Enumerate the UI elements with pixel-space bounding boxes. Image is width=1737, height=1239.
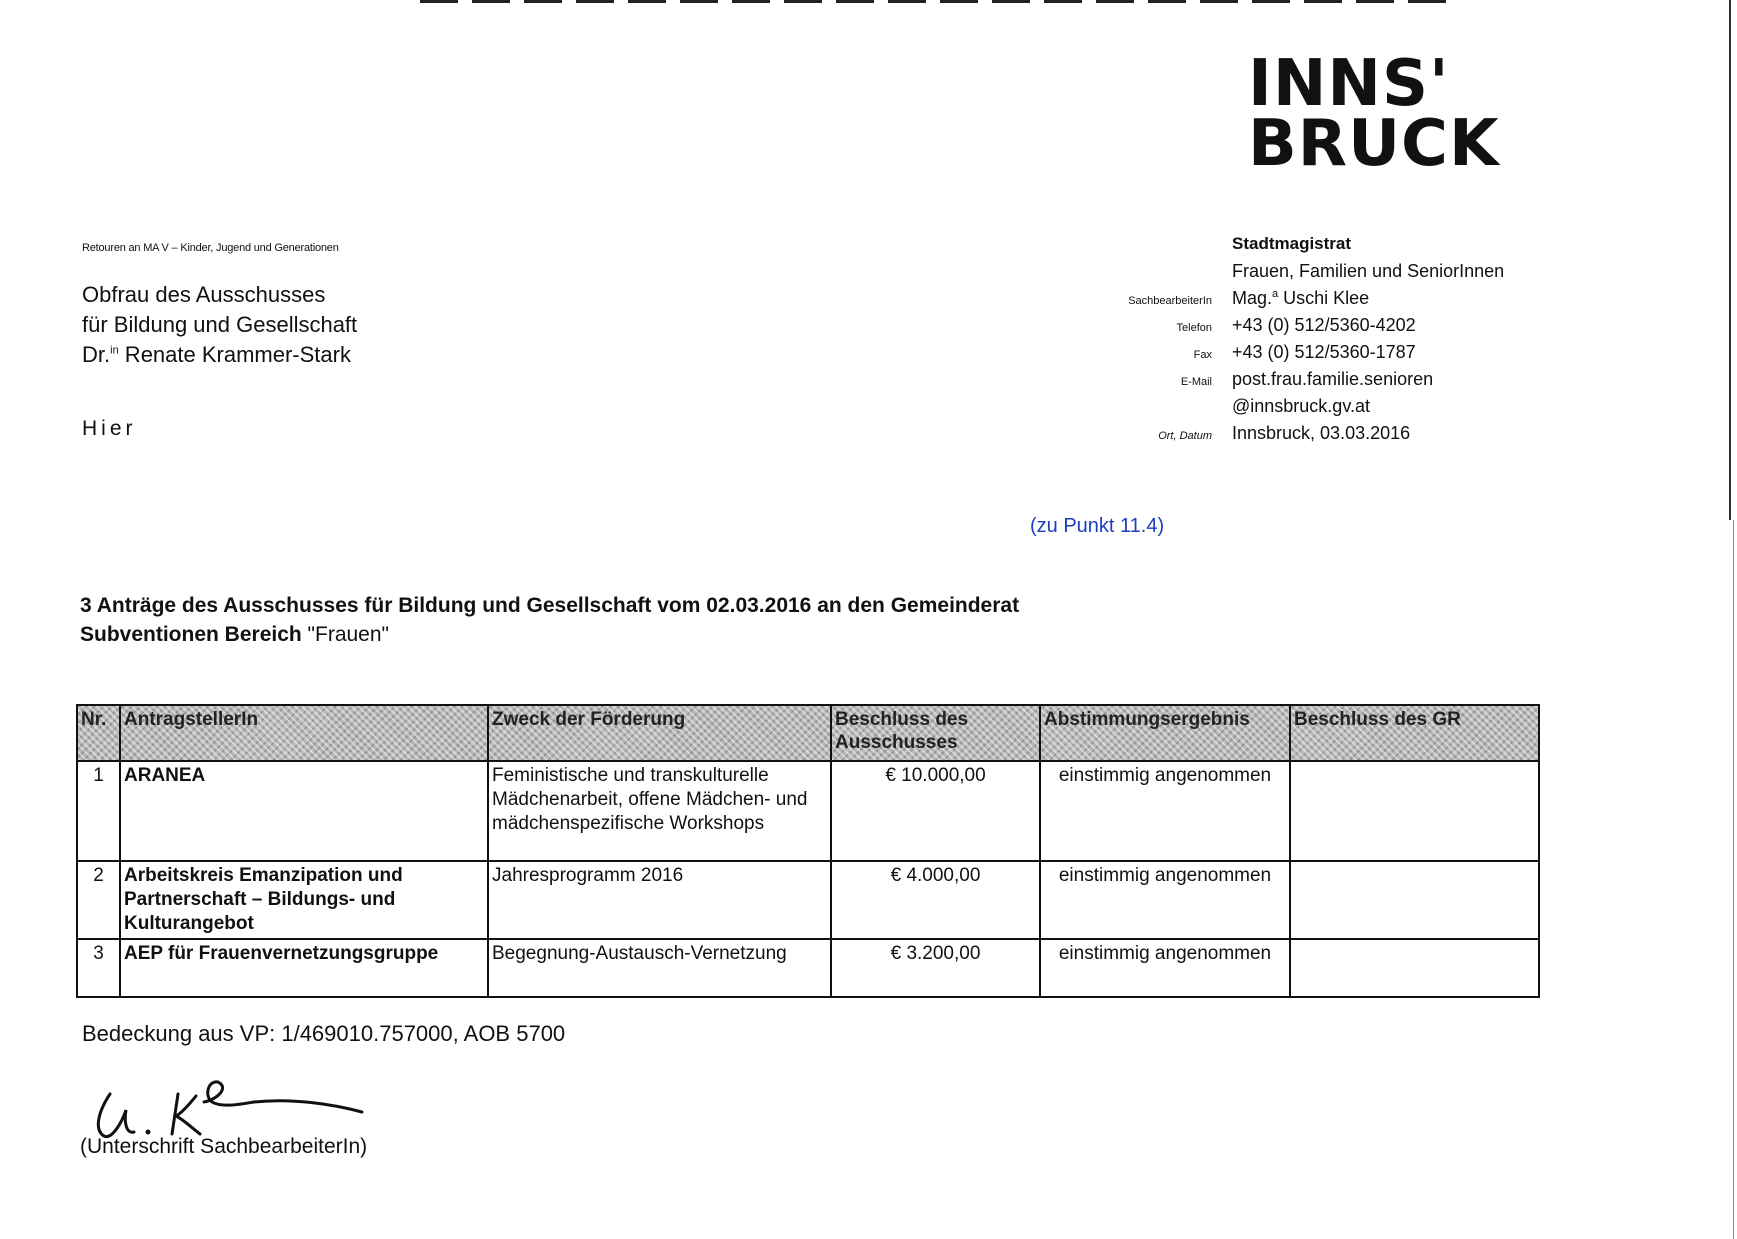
clerk-title-sup: a xyxy=(1272,288,1279,300)
document-heading xyxy=(80,591,1019,649)
table-row xyxy=(77,939,1539,997)
clerk-value xyxy=(1232,288,1369,309)
recipient-title-sup: in xyxy=(110,344,119,357)
header-council-decision: Beschluss des GR xyxy=(1290,705,1539,761)
cell-nr: 2 xyxy=(77,861,120,939)
cell-nr: 3 xyxy=(77,939,120,997)
email-value-line-2: @innsbruck.gv.at xyxy=(1232,396,1370,416)
return-address: Retouren an MA V – Kinder, Jugend und Generationen xyxy=(82,242,339,254)
header-committee-decision: Beschluss des Ausschusses xyxy=(831,705,1040,761)
cell-amount: € 4.000,00 xyxy=(831,861,1040,939)
scan-right-edge xyxy=(1729,0,1731,520)
cell-result: einstimmig angenommen xyxy=(1040,761,1290,861)
header-applicant: AntragstellerIn xyxy=(120,705,488,761)
header-nr: Nr. xyxy=(77,705,120,761)
heading-line-1: 3 Anträge des Ausschusses für Bildung und Gesellschaft vom 02.03.2016 an den Gemeinderat xyxy=(80,594,1020,617)
recipient-line-1: Obfrau des Ausschusses xyxy=(82,282,326,307)
signature-caption: (Unterschrift SachbearbeiterIn) xyxy=(80,1135,368,1158)
innsbruck-logo xyxy=(1248,47,1500,181)
sender-phone-row xyxy=(1010,315,1570,342)
phone-value: +43 (0) 512/5360-4202 xyxy=(1232,315,1416,335)
clerk-title: Mag. xyxy=(1232,288,1273,308)
cell-council-decision xyxy=(1290,939,1539,997)
cell-amount: € 10.000,00 xyxy=(831,761,1040,861)
agenda-reference: (zu Punkt 11.4) xyxy=(1030,515,1165,537)
cell-amount: € 3.200,00 xyxy=(831,939,1040,997)
fax-value: +43 (0) 512/5360-1787 xyxy=(1232,342,1416,362)
budget-coverage: Bedeckung aus VP: 1/469010.757000, AOB 5700 xyxy=(82,1021,566,1046)
email-label: E-Mail xyxy=(1180,376,1212,388)
recipient-name: Renate Krammer-Stark xyxy=(118,342,351,367)
cell-applicant: ARANEA xyxy=(120,761,488,861)
logo-line-1: INNS' xyxy=(1248,47,1450,121)
heading-line-2 xyxy=(80,620,1019,649)
sender-department-row xyxy=(1010,261,1570,288)
logo-line-2: BRUCK xyxy=(1248,107,1500,181)
sender-fax-row xyxy=(1010,342,1570,369)
cell-purpose: Begegnung-Austausch-Vernetzung xyxy=(488,939,831,997)
sender-email-row xyxy=(1010,369,1570,396)
scan-right-edge-lower xyxy=(1733,520,1734,1239)
cell-applicant: Arbeitskreis Emanzipation und Partnerschaft – Bildungs- und Kulturangebot xyxy=(120,861,488,939)
sender-block xyxy=(1010,234,1570,450)
sender-office-row xyxy=(1010,234,1570,261)
recipient-title: Dr. xyxy=(82,342,111,367)
table-row xyxy=(77,861,1539,939)
scan-top-edge xyxy=(420,0,1460,3)
date-label: Ort, Datum xyxy=(1158,430,1212,442)
heading-subsidy-label: Subventionen Bereich xyxy=(80,623,302,646)
clerk-label: SachbearbeiterIn xyxy=(1128,295,1212,307)
cell-result: einstimmig angenommen xyxy=(1040,861,1290,939)
phone-label: Telefon xyxy=(1176,322,1212,334)
sender-clerk-row xyxy=(1010,288,1570,315)
sender-office: Stadtmagistrat xyxy=(1232,234,1352,253)
cell-council-decision xyxy=(1290,761,1539,861)
recipient-line-2: für Bildung und Gesellschaft xyxy=(82,312,358,337)
sender-date-row xyxy=(1010,423,1570,450)
cell-nr: 1 xyxy=(77,761,120,861)
cell-council-decision xyxy=(1290,861,1539,939)
header-purpose: Zweck der Förderung xyxy=(488,705,831,761)
clerk-name: Uschi Klee xyxy=(1278,288,1370,308)
handwritten-signature xyxy=(92,1060,382,1140)
sender-email-row-2 xyxy=(1010,396,1570,423)
recipient-hier: Hier xyxy=(82,417,137,440)
cell-purpose: Jahresprogramm 2016 xyxy=(488,861,831,939)
heading-area: "Frauen" xyxy=(301,623,389,646)
recipient-address xyxy=(82,280,357,370)
header-vote-result: Abstimmungsergebnis xyxy=(1040,705,1290,761)
table-header-row xyxy=(77,705,1539,761)
email-value-line-1: post.frau.familie.senioren xyxy=(1232,369,1434,389)
date-value: Innsbruck, 03.03.2016 xyxy=(1232,423,1411,443)
cell-purpose: Feministische und transkulturelle Mädchenarbeit, offene Mädchen- und mädchenspezifische Workshops xyxy=(488,761,831,861)
subsidy-table xyxy=(76,704,1540,998)
sender-department: Frauen, Familien und SeniorInnen xyxy=(1232,261,1505,281)
cell-result: einstimmig angenommen xyxy=(1040,939,1290,997)
cell-applicant: AEP für Frauenvernetzungsgruppe xyxy=(120,939,488,997)
fax-label: Fax xyxy=(1193,349,1212,361)
recipient-line-3 xyxy=(82,340,357,370)
table-row xyxy=(77,761,1539,861)
